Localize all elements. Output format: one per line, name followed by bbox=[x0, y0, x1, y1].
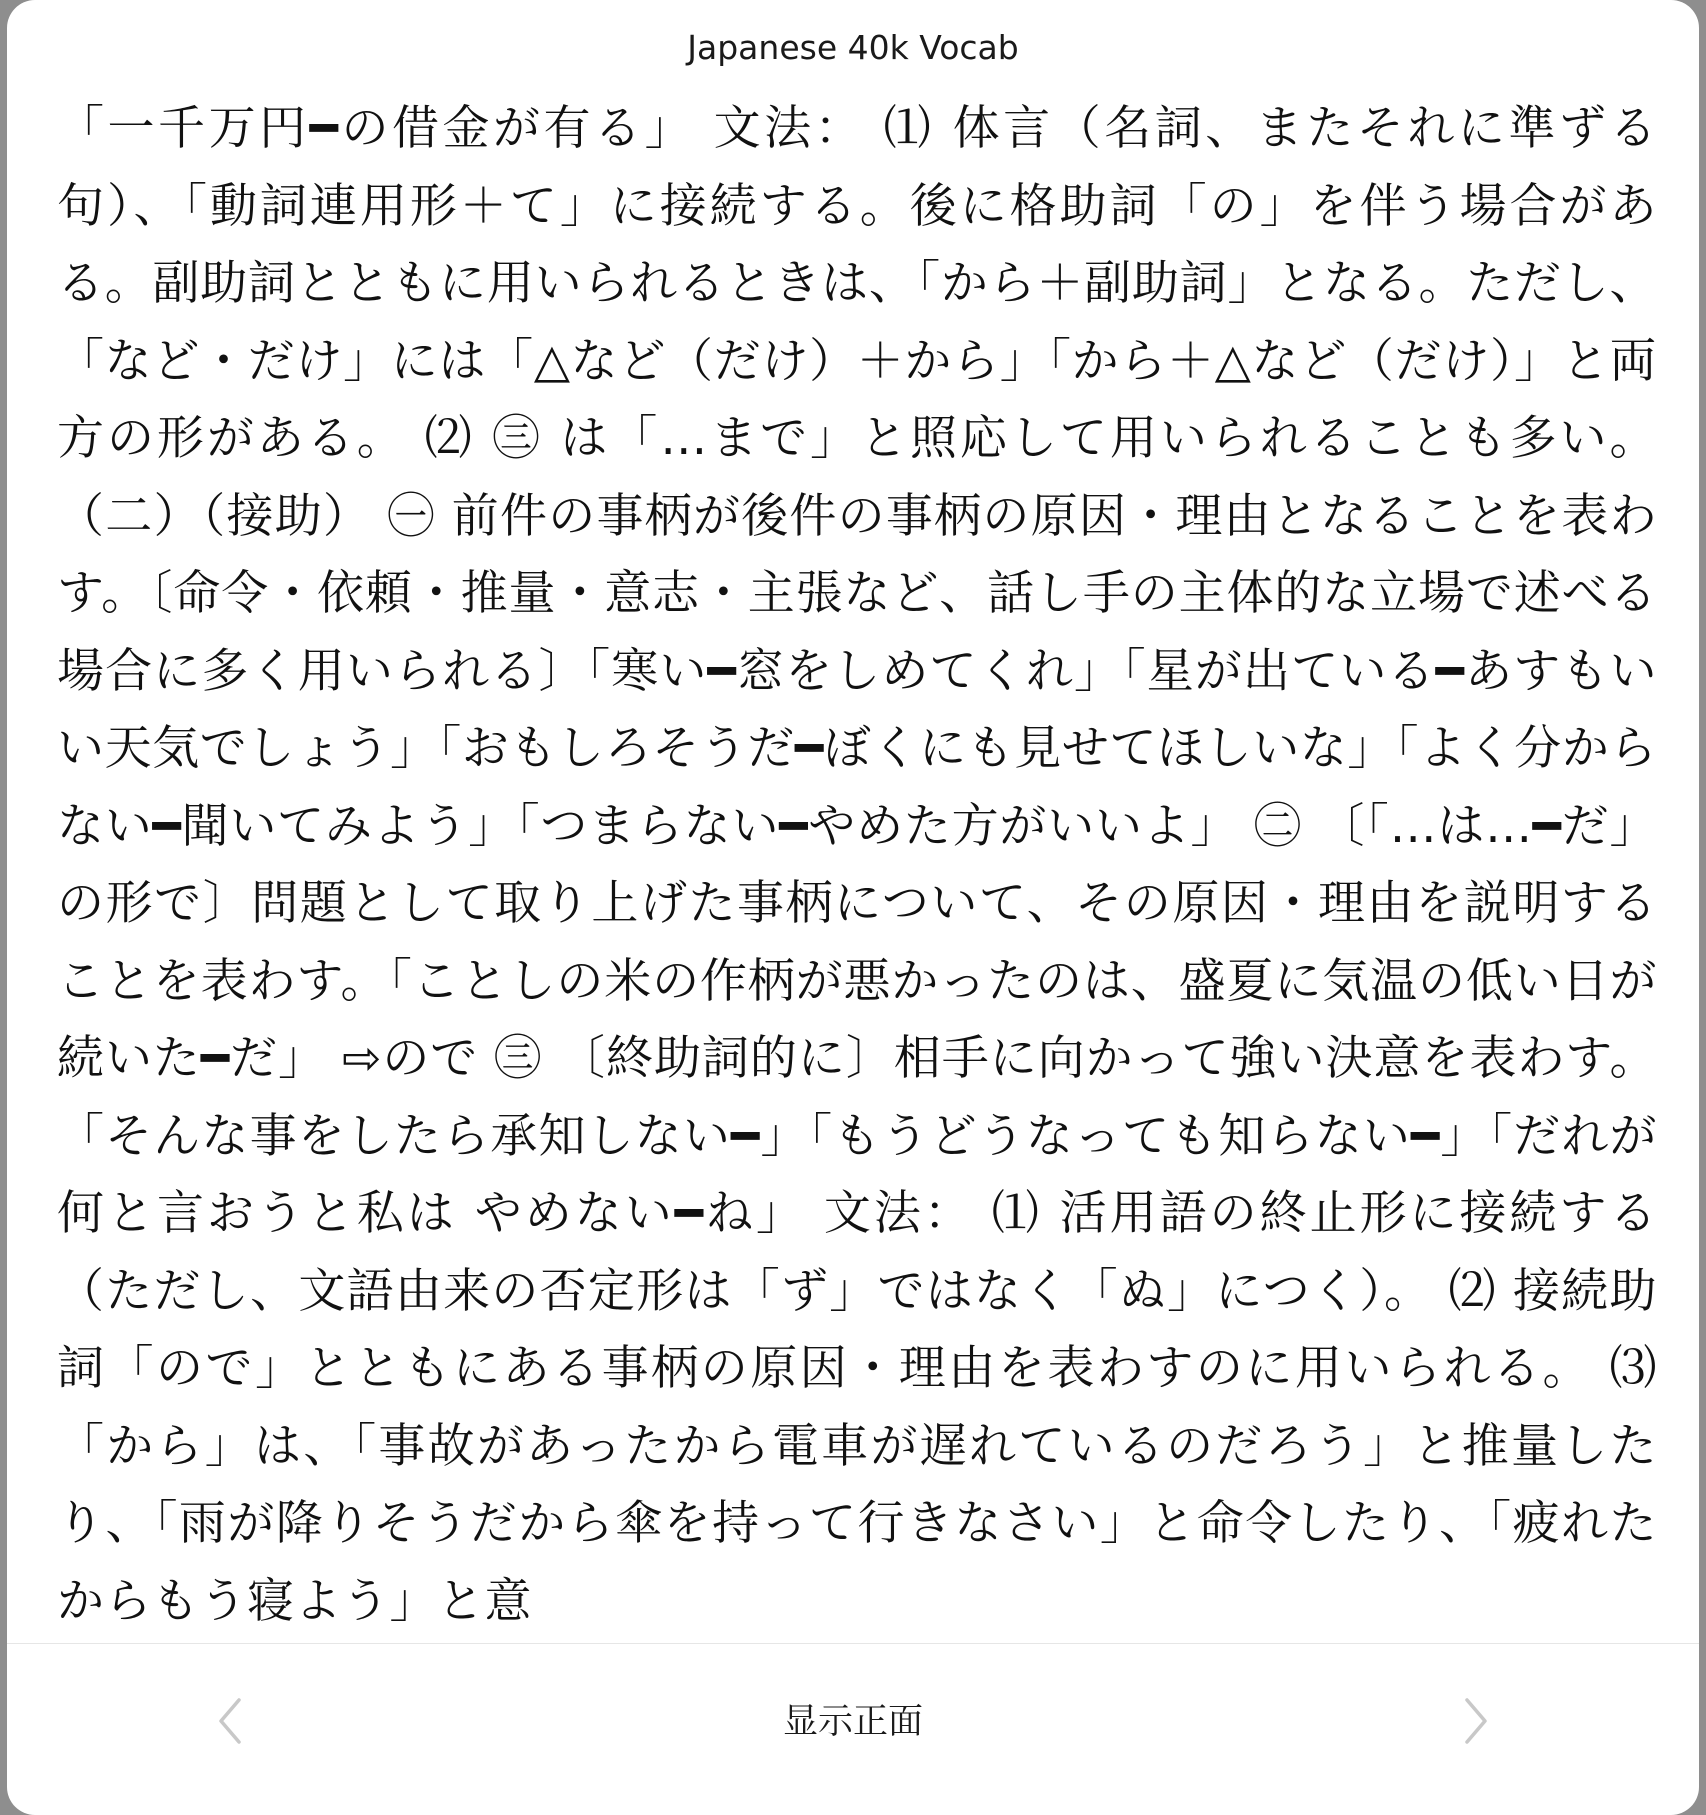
card-back-text: 「一千万円━の借金が有る」 文法： ⑴ 体言（名詞、またそれに準ずる句）、「動詞連用形＋て」に接続する。後に格助詞「の」を伴う場合がある。副助詞とともに用いられるときは、「から＋副助詞」となる。ただし、「など・だけ」には「△など（だけ）＋から」「から＋△など（だけ）」と両方の形がある。 ⑵ ㊂ は「…まで」と照応して用いられることも多い。 （二）（接助） ㊀ 前件の事柄が後件の事柄の原因・理由となることを表わす。〔命令・依頼・推量・意志・主張など、話し手の主体的な立場で述べる場合に多く用いられる〕「寒い━窓をしめてくれ」「星が出ている━あすもいい天気でしょう」「おもしろそうだ━ぼくにも見せてほしいな」「よく分からない━聞いてみよう」「つまらない━やめた方がいいよ」 ㊁ 〔「…は…━だ」の形で〕問題として取り上げた事柄について、その原因・理由を説明することを表わす。「ことしの米の作柄が悪かったのは、盛夏に気温の低い日が続いた━だ」 ⇨ので ㊂ 〔終助詞的に〕相手に向かって強い決意を表わす。「そんな事をしたら承知しない━」「もうどうなっても知らない━」「だれが何と言おうと私は やめない━ね」 文法： ⑴ 活用語の終止形に接続する（ただし、文語由来の否定形は「ず」ではなく「ぬ」につく）。 ⑵ 接続助詞「ので」とともにある事柄の原因・理由を表わすのに用いられる。 ⑶ 「から」は、「事故があったから電車が遅れているのだろう」と推量したり、「雨が降りそうだから傘を持って行きなさい」と命令したり、「疲れたからもう寝よう」と意 bbox=[57, 101, 1657, 1629]
next-card-button[interactable] bbox=[1431, 1676, 1521, 1766]
card-back-content[interactable] bbox=[57, 90, 1657, 1632]
card-navigation-bar bbox=[7, 1644, 1699, 1815]
deck-title: Japanese 40k Vocab bbox=[687, 28, 1019, 67]
previous-card-button[interactable] bbox=[185, 1676, 275, 1766]
show-front-button[interactable]: 显示正面 bbox=[782, 1702, 924, 1742]
flashcard-window bbox=[7, 0, 1699, 1815]
chevron-right-icon bbox=[1461, 1696, 1491, 1746]
chevron-left-icon bbox=[215, 1696, 245, 1746]
